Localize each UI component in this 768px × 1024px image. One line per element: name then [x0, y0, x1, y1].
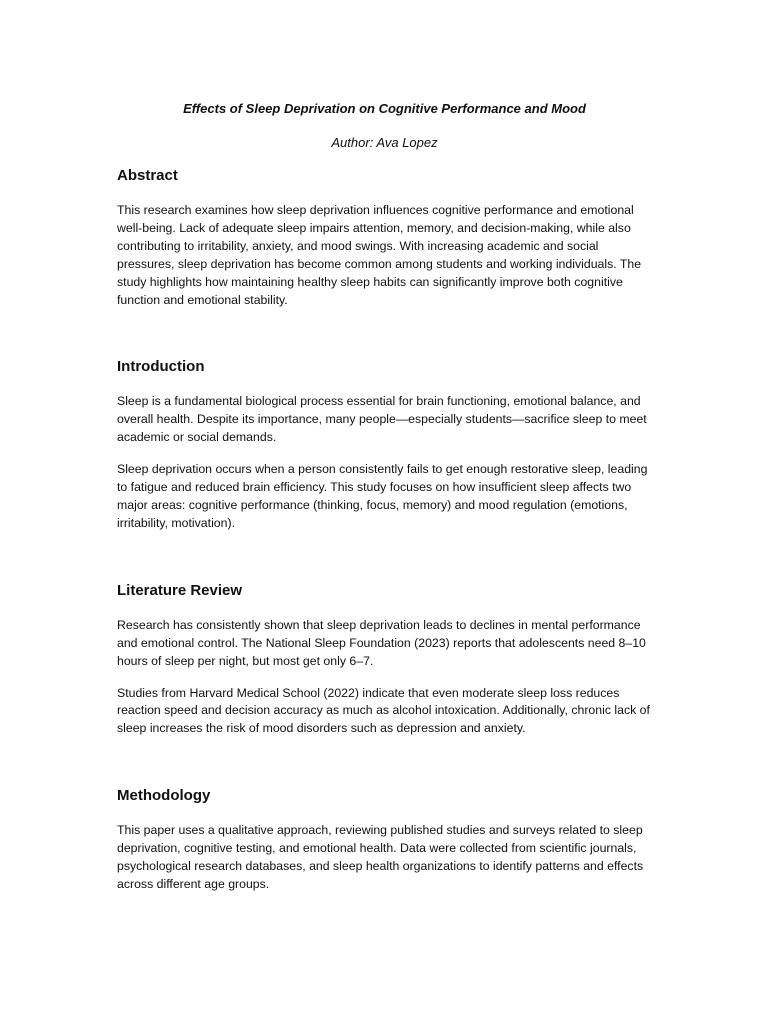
section-heading-literature-review: Literature Review [117, 581, 243, 599]
introduction-paragraph-1: Sleep is a fundamental biological process essential for brain functioning, emotional balance, and overall health. Despite its importance, many people—especially students—sacrifice sleep to meet academic or social demands. [117, 394, 647, 445]
paper-author: Author: Ava Lopez [331, 135, 438, 150]
literature-review-paragraph-1: Research has consistently shown that sleep deprivation leads to declines in mental performance and emotional control. The National Sleep Foundation (2023) reports that adolescents need 8–10 hours of sleep per night, but most get only 6–7. [117, 617, 646, 668]
paper-title: Effects of Sleep Deprivation on Cognitive Performance and Mood [183, 101, 586, 116]
literature-review-paragraph-2: Studies from Harvard Medical School (2022) indicate that even moderate sleep loss reduces reaction speed and decision accuracy as much as alcohol intoxication. Additionally, chronic lack of sleep increases the risk of mood disorders such as depression and anxiety. [117, 685, 650, 736]
section-heading-introduction: Introduction [117, 358, 205, 376]
section-methodology [117, 786, 652, 894]
methodology-paragraph: This paper uses a qualitative approach, reviewing published studies and surveys related to sleep deprivation, cognitive testing, and emotional health. Data were collected from scientific journals, psychological research databases, and sleep health organizations to identify patterns and effects across different age groups. [117, 823, 644, 891]
section-heading-methodology: Methodology [117, 787, 211, 805]
document-body [117, 100, 652, 894]
section-introduction [117, 357, 652, 532]
section-heading-abstract: Abstract [117, 167, 178, 184]
abstract-paragraph: This research examines how sleep deprivation influences cognitive performance and emotional well-being. Lack of adequate sleep impairs attention, memory, and decision-making, while also contributing to irritability, anxiety, and mood swings. With increasing academic and social pressures, sleep deprivation has become common among students and working individuals. The study highlights how maintaining healthy sleep habits can significantly improve both cognitive function and emotional stability. [117, 203, 642, 307]
section-abstract [117, 166, 652, 309]
introduction-paragraph-2: Sleep deprivation occurs when a person consistently fails to get enough restorative sleep, leading to fatigue and reduced brain efficiency. This study focuses on how insufficient sleep affects two major areas: cognitive performance (thinking, focus, memory) and mood regulation (emotions, irritability, motivation). [117, 462, 648, 530]
section-literature-review [117, 581, 652, 738]
